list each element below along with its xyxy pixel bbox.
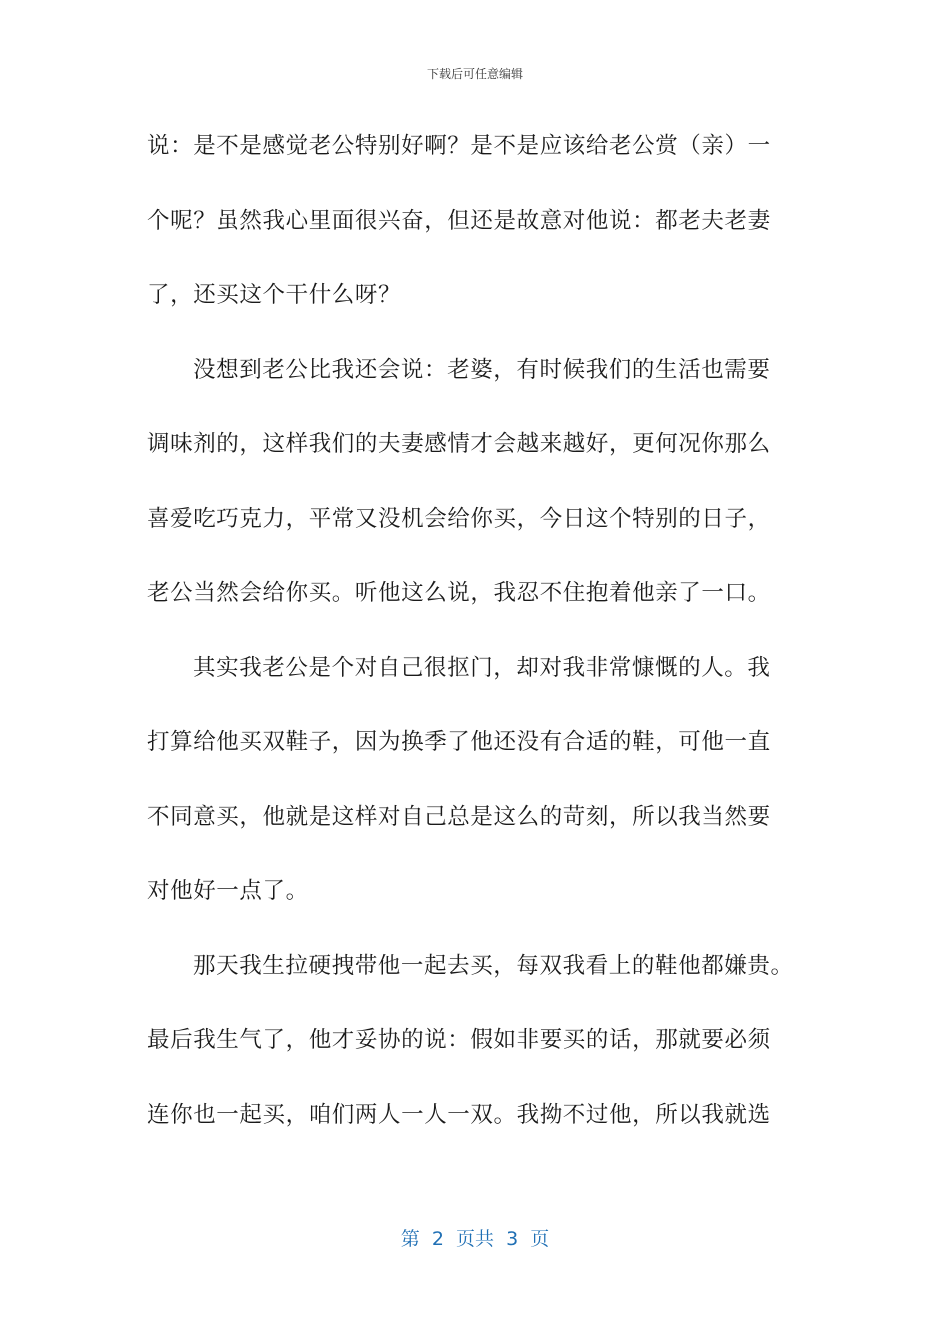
text-line-paragraph-start: 那天我生拉硬拽带他一起去买，每双我看上的鞋他都嫌贵。 — [193, 952, 794, 979]
text-line: 连你也一起买，咱们两人一人一双。我拗不过他，所以我就选 — [147, 1101, 771, 1128]
page-number-indicator: 第 2 页共 3 页 — [400, 1228, 550, 1250]
text-line: 对他好一点了。 — [147, 878, 309, 904]
text-line-paragraph-start: 没想到老公比我还会说：老婆，有时候我们的生活也需要 — [193, 356, 771, 383]
text-line: 最后我生气了，他才妥协的说：假如非要买的话，那就要必须 — [147, 1027, 771, 1053]
page-header-note: 下载后可任意编辑 — [426, 67, 523, 81]
text-line: 打算给他买双鞋子，因为换季了他还没有合适的鞋，可他一直 — [147, 729, 771, 755]
text-line: 说：是不是感觉老公特别好啊？是不是应该给老公赏（亲）一 — [147, 133, 771, 159]
document-body — [147, 121, 807, 1164]
text-line: 了，还买这个干什么呀？ — [147, 282, 402, 308]
text-line: 不同意买，他就是这样对自己总是这么的苛刻，所以我当然要 — [147, 803, 771, 830]
text-line: 喜爱吃巧克力，平常又没机会给你买，今日这个特别的日子， — [147, 505, 771, 532]
text-line-paragraph-start: 其实我老公是个对自己很抠门，却对我非常慷慨的人。我 — [193, 654, 771, 681]
text-line: 调味剂的，这样我们的夫妻感情才会越来越好，更何况你那么 — [147, 431, 771, 457]
text-line: 个呢？虽然我心里面很兴奋，但还是故意对他说：都老夫老妻 — [147, 207, 771, 234]
text-line: 老公当然会给你买。听他这么说，我忍不住抱着他亲了一口。 — [147, 580, 771, 606]
